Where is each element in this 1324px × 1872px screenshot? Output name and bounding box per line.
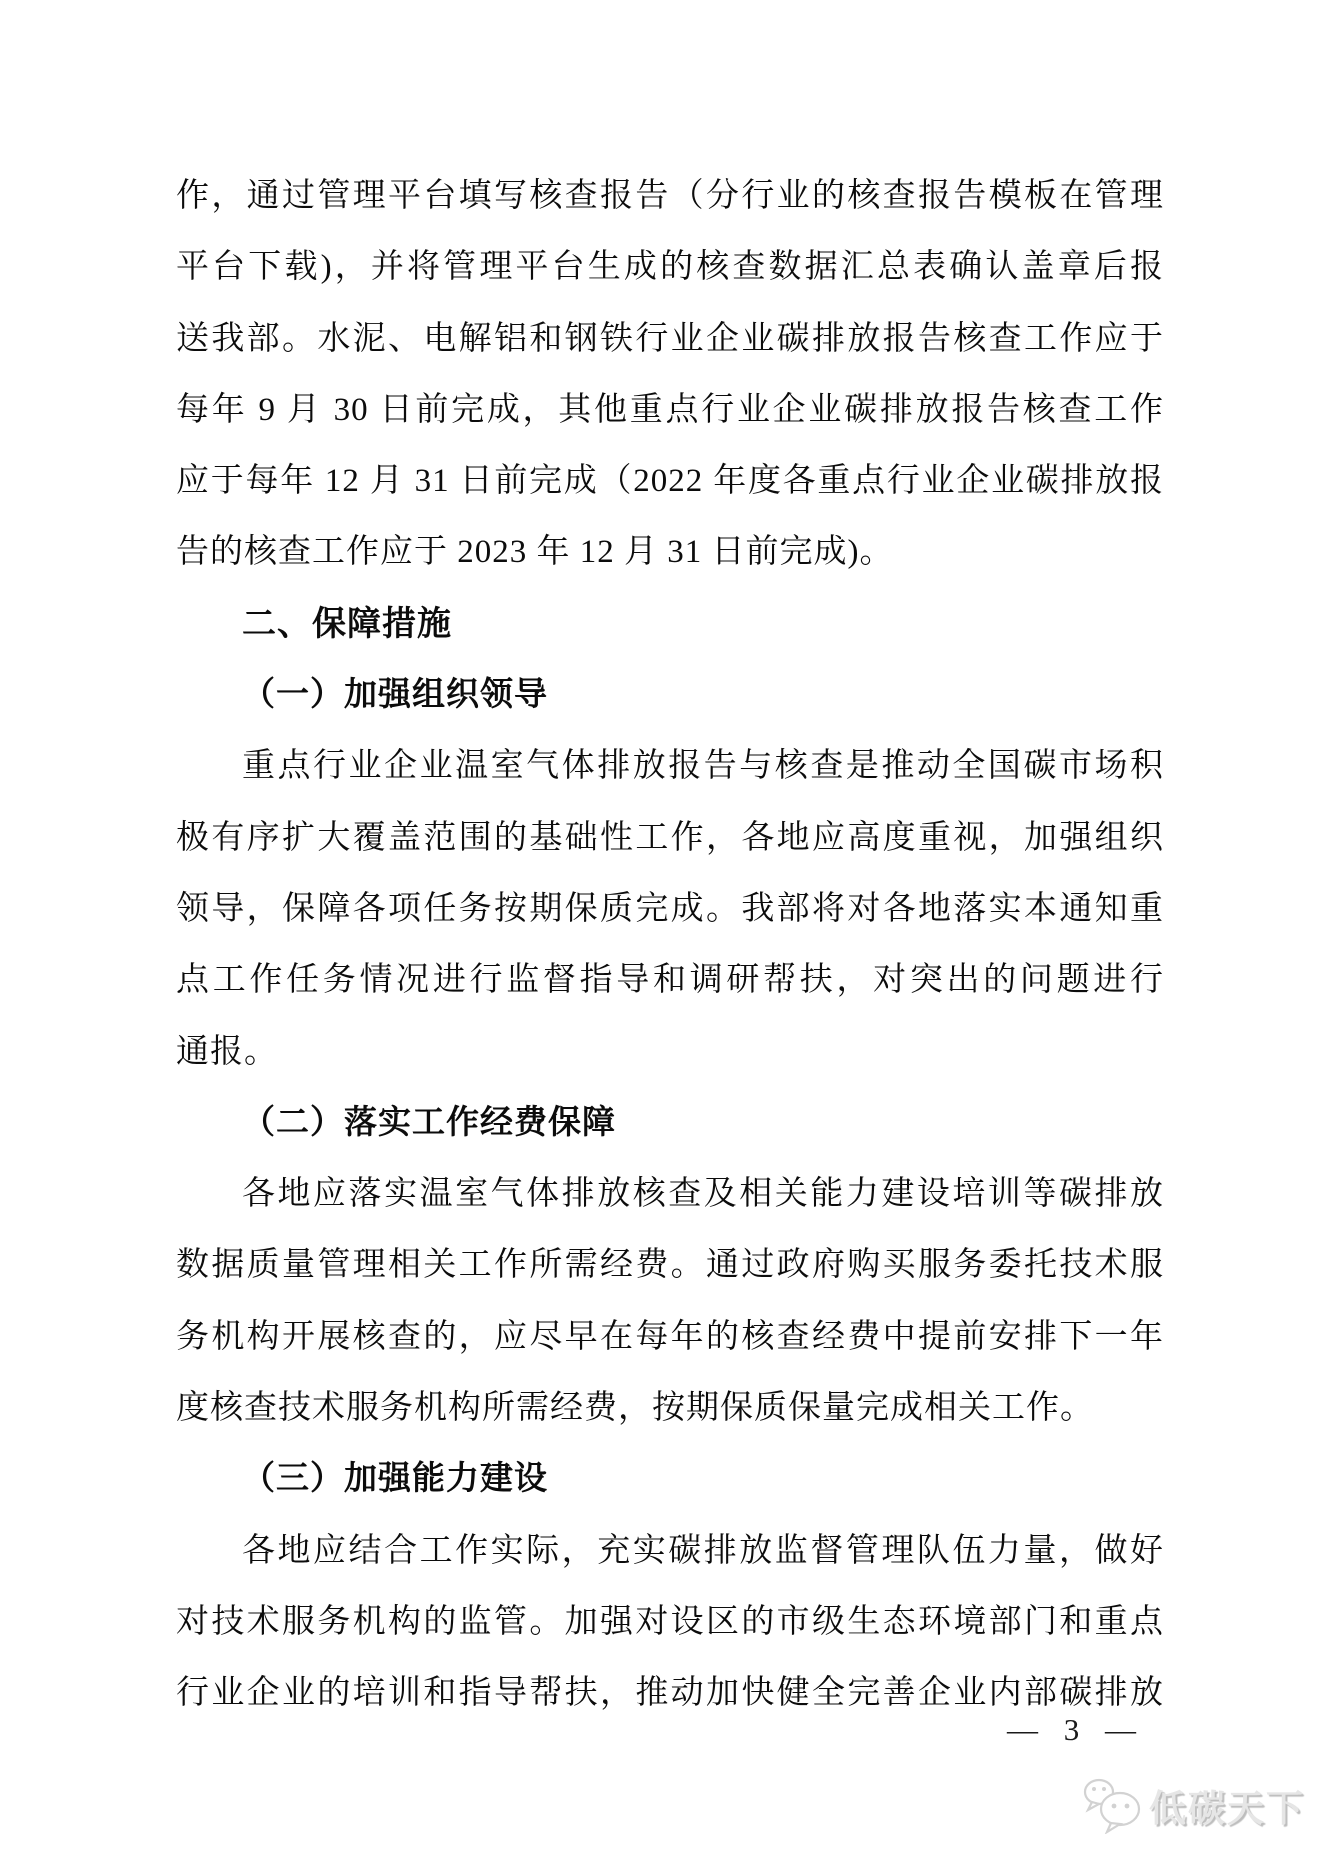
text-line: 应于每年 12 月 31 日前完成（2022 年度各重点行业企业碳排放报 [176, 463, 1164, 500]
text-line: 对技术服务机构的监管。加强对设区的市级生态环境部门和重点 [176, 1603, 1164, 1640]
text-line: 极有序扩大覆盖范围的基础性工作，各地应高度重视，加强组织 [176, 819, 1164, 856]
page-number: — 3 — [1007, 1712, 1136, 1747]
text-line: 告的核查工作应于 2023 年 12 月 31 日前完成)。 [176, 534, 894, 571]
section-heading: 二、保障措施 [242, 604, 452, 643]
watermark-text: 低碳天下 [1149, 1788, 1305, 1829]
text-line: 务机构开展核查的，应尽早在每年的核查经费中提前安排下一年 [176, 1318, 1164, 1355]
document-text-block [176, 161, 1164, 1730]
text-line: 每年 9 月 30 日前完成，其他重点行业企业碳排放报告核查工作 [176, 391, 1164, 428]
wechat-logo-icon [1082, 1776, 1142, 1834]
text-line: 点工作任务情况进行监督指导和调研帮扶，对突出的问题进行 [176, 962, 1164, 999]
text-line: 重点行业企业温室气体排放报告与核查是推动全国碳市场积 [242, 748, 1164, 785]
text-line: 领导，保障各项任务按期保质完成。我部将对各地落实本通知重 [176, 890, 1164, 927]
watermark [1082, 1776, 1305, 1834]
text-line: 各地应落实温室气体排放核查及相关能力建设培训等碳排放 [242, 1176, 1164, 1213]
text-line: 送我部。水泥、电解铝和钢铁行业企业碳排放报告核查工作应于 [176, 320, 1164, 357]
text-line: 各地应结合工作实际，充实碳排放监督管理队伍力量，做好 [242, 1532, 1164, 1569]
sub-heading: （三）加强能力建设 [242, 1461, 548, 1498]
text-line: 平台下载)，并将管理平台生成的核查数据汇总表确认盖章后报 [176, 249, 1164, 286]
text-line: 作，通过管理平台填写核查报告（分行业的核查报告模板在管理 [176, 178, 1164, 214]
text-line: 度核查技术服务机构所需经费，按期保质保量完成相关工作。 [176, 1390, 1094, 1427]
text-line: 数据质量管理相关工作所需经费。通过政府购买服务委托技术服 [176, 1247, 1164, 1284]
text-line: 行业企业的培训和指导帮扶，推动加快健全完善企业内部碳排放 [176, 1675, 1164, 1712]
sub-heading: （二）落实工作经费保障 [242, 1104, 616, 1141]
text-line: 通报。 [176, 1033, 278, 1070]
sub-heading: （一）加强组织领导 [242, 677, 548, 714]
